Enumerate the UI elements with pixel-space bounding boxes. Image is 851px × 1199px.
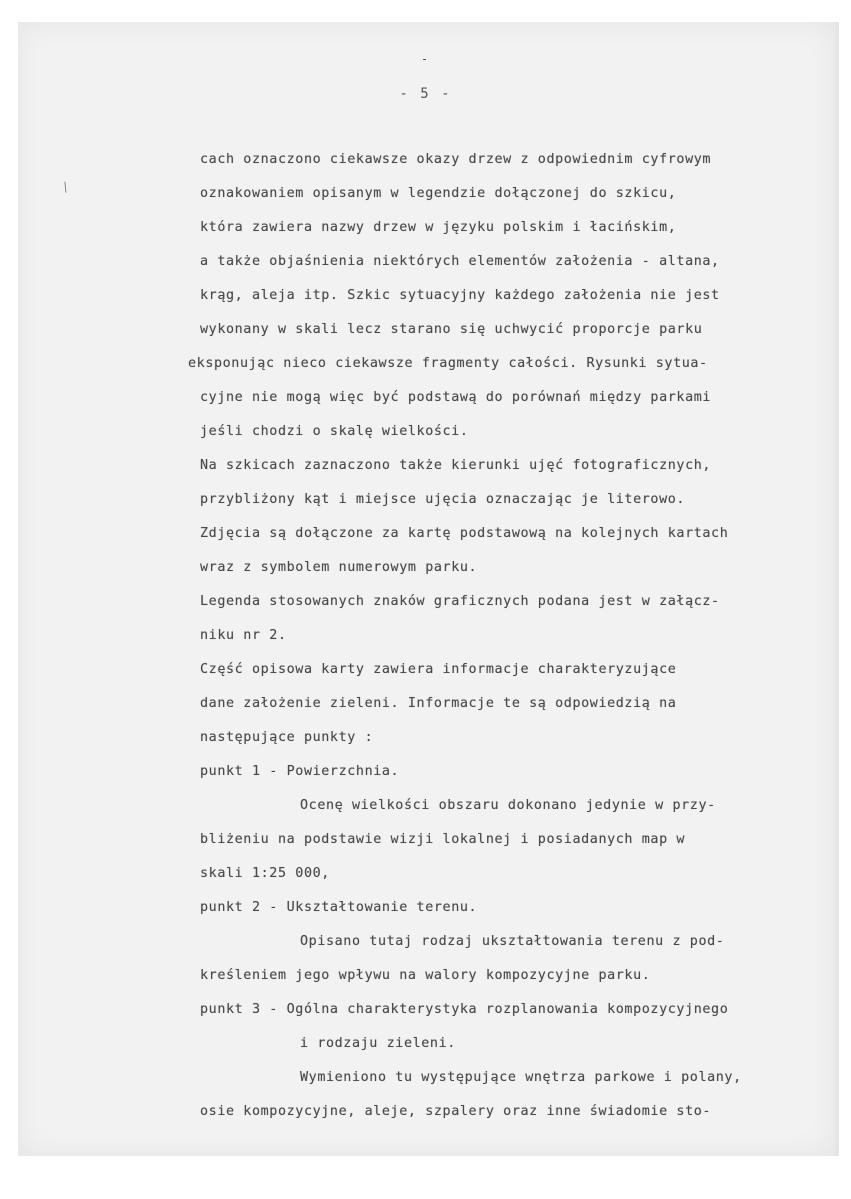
text-line: przybliżony kąt i miejsce ujęcia oznaczając je literowo.	[200, 492, 686, 507]
text-line: Ocenę wielkości obszaru dokonano jedynie w przy-	[300, 798, 716, 813]
text-line: oznakowaniem opisanym w legendzie dołączonej do szkicu,	[200, 186, 677, 201]
text-line: punkt 3 - Ogólna charakterystyka rozplanowania kompozycyjnego	[200, 1002, 729, 1017]
text-line: Część opisowa karty zawiera informacje charakteryzujące	[200, 662, 677, 677]
margin-mark: \	[59, 179, 72, 195]
top-mark: -	[420, 52, 431, 66]
text-line: eksponując nieco ciekawsze fragmenty całości. Rysunki sytua-	[188, 356, 708, 371]
text-line: punkt 1 - Powierzchnia.	[200, 764, 400, 779]
text-line: osie kompozycyjne, aleje, szpalery oraz inne świadomie sto-	[200, 1104, 712, 1119]
text-line: dane założenie zieleni. Informacje te są odpowiedzią na	[200, 696, 677, 711]
text-line: i rodzaju zieleni.	[300, 1036, 456, 1051]
text-line: która zawiera nazwy drzew w języku polskim i łacińskim,	[200, 220, 677, 235]
text-line: bliżeniu na podstawie wizji lokalnej i posiadanych map w	[200, 832, 686, 847]
text-line: a także objaśnienia niektórych elementów założenia - altana,	[200, 254, 720, 269]
text-line: Na szkicach zaznaczono także kierunki ujęć fotograficznych,	[200, 458, 712, 473]
text-line: wykonany w skali lecz starano się uchwycić proporcje parku	[200, 322, 703, 337]
text-line: Wymieniono tu występujące wnętrza parkowe i polany,	[300, 1070, 742, 1085]
text-line: niku nr 2.	[200, 628, 287, 643]
text-line: wraz z symbolem numerowym parku.	[200, 560, 478, 575]
page-number: - 5 -	[399, 86, 452, 102]
text-line: krąg, aleja itp. Szkic sytuacyjny każdego założenia nie jest	[200, 288, 720, 303]
text-line: cyjne nie mogą więc być podstawą do porównań między parkami	[200, 390, 712, 405]
text-line: punkt 2 - Ukształtowanie terenu.	[200, 900, 478, 915]
text-line: następujące punkty :	[200, 730, 374, 745]
text-line: jeśli chodzi o skalę wielkości.	[200, 424, 469, 439]
text-line: cach oznaczono ciekawsze okazy drzew z odpowiednim cyfrowym	[200, 152, 712, 167]
page-edge-shadow	[835, 22, 839, 1156]
text-line: kreśleniem jego wpływu na walory kompozycyjne parku.	[200, 968, 651, 983]
text-line: Zdjęcia są dołączone za kartę podstawową na kolejnych kartach	[200, 526, 729, 541]
text-line: skali 1:25 000,	[200, 866, 330, 881]
text-line: Opisano tutaj rodzaj ukształtowania terenu z pod-	[300, 934, 725, 949]
text-line: Legenda stosowanych znaków graficznych podana jest w załącz-	[200, 594, 720, 609]
